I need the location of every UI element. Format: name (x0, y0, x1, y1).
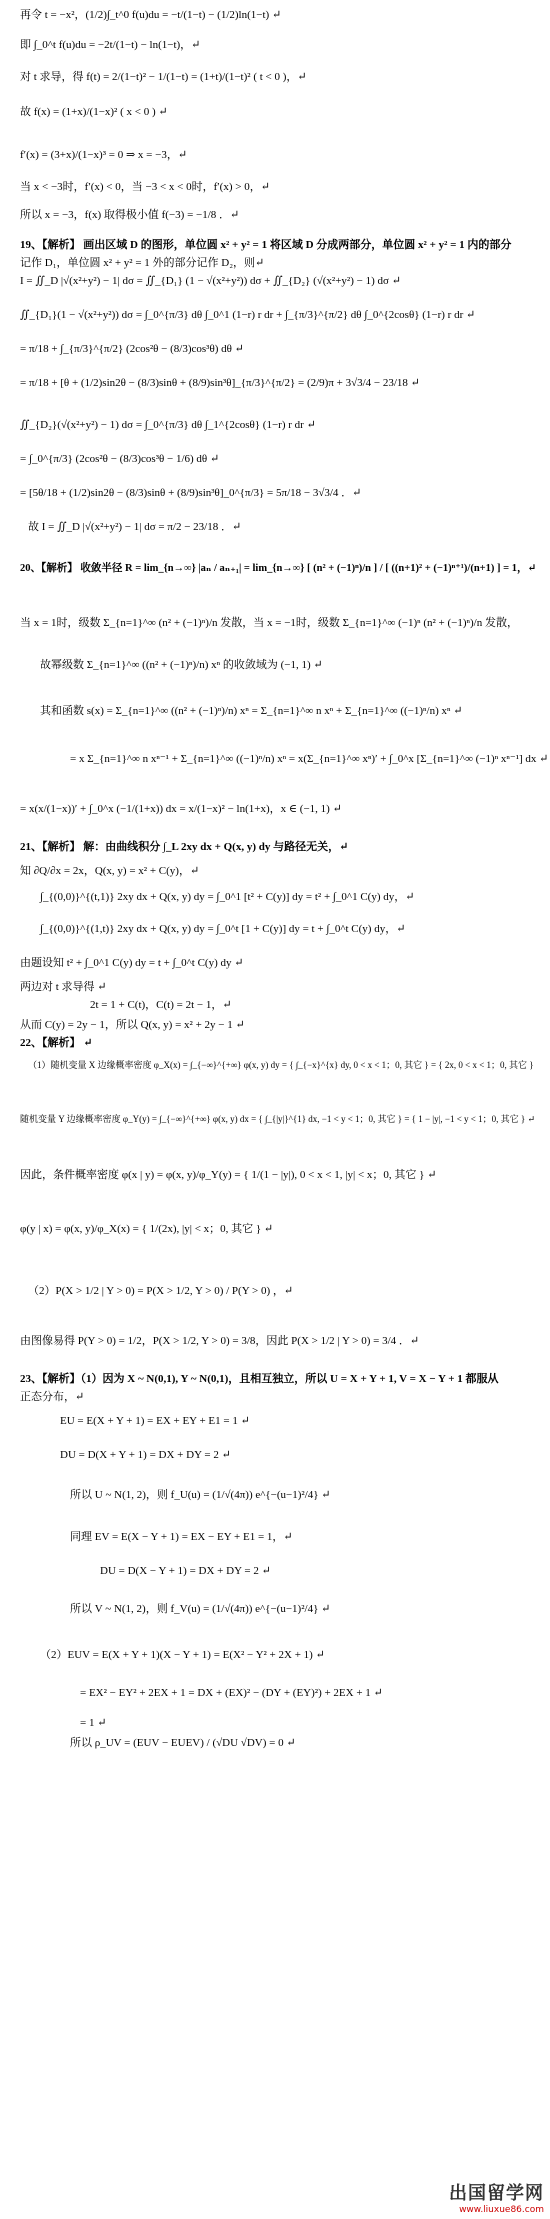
solution-line: （2）EUV = E(X + Y + 1)(X − Y + 1) = E(X² − Y² + 2X + 1) ↵ (40, 1649, 325, 1661)
solution-line: EU = E(X + Y + 1) = EX + EY + E1 = 1 ↵ (60, 1415, 250, 1427)
solution-line: = 1 ↵ (80, 1717, 107, 1729)
solution-line: 再令 t = −x²，(1/2)∫_t^0 f(u)du = −t/(1−t) − (1/2)ln(1−t) ↵ (20, 9, 282, 21)
solution-line: 由图像易得 P(Y > 0) = 1/2，P(X > 1/2, Y > 0) = 3/8，因此 P(X > 1/2 | Y > 0) = 3/4 ．↵ (20, 1335, 420, 1347)
solution-line: DU = D(X + Y + 1) = DX + DY = 2 ↵ (60, 1449, 231, 1461)
solution-line: ∬_{D₁}(1 − √(x²+y²)) dσ = ∫_0^{π/3} dθ ∫_0^1 (1−r) r dr + ∫_{π/3}^{π/2} dθ ∫_0^{2cosθ} (1−r) r dr ↵ (20, 309, 476, 321)
solution-line: 故 I = ∬_D |√(x²+y²) − 1| dσ = π/2 − 23/18 ．↵ (28, 521, 242, 533)
solution-line: 知 ∂Q/∂x = 2x，Q(x, y) = x² + C(y)，↵ (20, 865, 200, 877)
solution-line: = ∫_0^{π/3} (2cos²θ − (8/3)cos³θ − 1/6) dθ ↵ (20, 453, 220, 465)
solution-line: 21、【解析】 解：由曲线积分 ∫_L 2xy dx + Q(x, y) dy 与路径无关，↵ (20, 841, 349, 853)
solution-line: 所以 x = −3，f(x) 取得极小值 f(−3) = −1/8 ．↵ (20, 209, 240, 221)
solution-line: = EX² − EY² + 2EX + 1 = DX + (EX)² − (DY + (EY)²) + 2EX + 1 ↵ (80, 1687, 383, 1699)
solution-line: 记作 D₁，单位圆 x² + y² = 1 外的部分记作 D₂，则↵ (20, 257, 265, 269)
solution-line: 即 ∫_0^t f(u)du = −2t/(1−t) − ln(1−t)，↵ (20, 39, 201, 51)
solution-line: = x Σ_{n=1}^∞ n xⁿ⁻¹ + Σ_{n=1}^∞ ((−1)ⁿ/n) xⁿ = x(Σ_{n=1}^∞ xⁿ)′ + ∫_0^x [Σ_{n=1}^∞ (−1)ⁿ xⁿ⁻¹] dx ↵ (70, 753, 549, 765)
solution-line: = π/18 + [θ + (1/2)sin2θ − (8/3)sinθ + (8/9)sin³θ]_{π/3}^{π/2} = (2/9)π + 3√3/4 − 23/18 ↵ (20, 377, 420, 389)
solution-line: DU = D(X − Y + 1) = DX + DY = 2 ↵ (100, 1565, 271, 1577)
watermark-url: www.liuxue86.com (459, 2205, 544, 2215)
solution-line: 当 x < −3时，f′(x) < 0，当 −3 < x < 0时，f′(x) > 0，↵ (20, 181, 270, 193)
solution-line: ∫_{(0,0)}^{(t,1)} 2xy dx + Q(x, y) dy = ∫_0^1 [t² + C(y)] dy = t² + ∫_0^1 C(y) dy，↵ (40, 891, 415, 903)
solution-line: 当 x = 1时，级数 Σ_{n=1}^∞ (n² + (−1)ⁿ)/n 发散，当 x = −1时，级数 Σ_{n=1}^∞ (−1)ⁿ (n² + (−1)ⁿ)/n 发散， (20, 617, 518, 629)
solution-line: 所以 ρ_UV = (EUV − EUEV) / (√DU √DV) = 0 ↵ (70, 1737, 296, 1749)
solution-line: 两边对 t 求导得 ↵ (20, 981, 107, 993)
solution-line: （2）P(X > 1/2 | Y > 0) = P(X > 1/2, Y > 0) / P(Y > 0) ，↵ (28, 1285, 294, 1297)
solution-line: I = ∬_D |√(x²+y²) − 1| dσ = ∬_{D₁} (1 − √(x²+y²)) dσ + ∬_{D₂} (√(x²+y²) − 1) dσ ↵ (20, 275, 401, 287)
solution-line: 对 t 求导，得 f(t) = 2/(1−t)² − 1/(1−t) = (1+t)/(1−t)² ( t < 0 )，↵ (20, 71, 307, 83)
solution-line: φ(y | x) = φ(x, y)/φ_X(x) = { 1/(2x), |y| < x；0, 其它 } ↵ (20, 1223, 274, 1235)
solution-line: = π/18 + ∫_{π/3}^{π/2} (2cos²θ − (8/3)cos³θ) dθ ↵ (20, 343, 244, 355)
solution-line: 22、【解析】 ↵ (20, 1037, 93, 1049)
solution-line: 所以 V ~ N(1, 2)，则 f_V(u) = (1/√(4π)) e^{−(u−1)²/4} ↵ (70, 1603, 331, 1615)
solution-line: = x(x/(1−x))′ + ∫_0^x (−1/(1+x)) dx = x/(1−x)² − ln(1+x)，x ∈ (−1, 1) ↵ (20, 803, 342, 815)
solution-line: = [5θ/18 + (1/2)sin2θ − (8/3)sinθ + (8/9)sin³θ]_0^{π/3} = 5π/18 − 3√3/4 ．↵ (20, 487, 362, 499)
solution-line: 因此，条件概率密度 φ(x | y) = φ(x, y)/φ_Y(y) = { 1/(1 − |y|), 0 < x < 1, |y| < x；0, 其它 } ↵ (20, 1169, 437, 1181)
solution-line: f′(x) = (3+x)/(1−x)³ = 0 ⇒ x = −3，↵ (20, 149, 188, 161)
solution-line: 同理 EV = E(X − Y + 1) = EX − EY + E1 = 1，↵ (70, 1531, 293, 1543)
watermark (449, 2179, 544, 2215)
solution-line: 23、【解析】（1）因为 X ~ N(0,1), Y ~ N(0,1)，且相互独立，所以 U = X + Y + 1, V = X − Y + 1 都服从 (20, 1373, 499, 1385)
solution-line: 其和函数 s(x) = Σ_{n=1}^∞ ((n² + (−1)ⁿ)/n) xⁿ = Σ_{n=1}^∞ n xⁿ + Σ_{n=1}^∞ ((−1)ⁿ/n) xⁿ ↵ (40, 705, 463, 717)
solution-line: ∫_{(0,0)}^{(1,t)} 2xy dx + Q(x, y) dy = ∫_0^t [1 + C(y)] dy = t + ∫_0^t C(y) dy，↵ (40, 923, 406, 935)
solution-line: 故幂级数 Σ_{n=1}^∞ ((n² + (−1)ⁿ)/n) xⁿ 的收敛域为 (−1, 1) ↵ (40, 659, 323, 671)
solution-line: 正态分布，↵ (20, 1391, 85, 1403)
solution-line: 由题设知 t² + ∫_0^1 C(y) dy = t + ∫_0^t C(y) dy ↵ (20, 957, 244, 969)
solution-line: 所以 U ~ N(1, 2)，则 f_U(u) = (1/√(4π)) e^{−(u−1)²/4} ↵ (70, 1489, 331, 1501)
solution-line: 2t = 1 + C(t)，C(t) = 2t − 1，↵ (90, 999, 232, 1011)
watermark-text: 出国留学网 (449, 2183, 544, 2204)
solution-line: ∬_{D₂}(√(x²+y²) − 1) dσ = ∫_0^{π/3} dθ ∫_1^{2cosθ} (1−r) r dr ↵ (20, 419, 316, 431)
solution-line: 随机变量 Y 边缘概率密度 φ_Y(y) = ∫_{−∞}^{+∞} φ(x, y) dx = { ∫_{|y|}^{1} dx, −1 < y < 1；0, 其它 } = { 1 − |y|, −1 < y < 1；0, 其它 } ↵ (20, 1114, 535, 1124)
solution-line: 故 f(x) = (1+x)/(1−x)² ( x < 0 ) ↵ (20, 106, 168, 118)
solution-line: 19、【解析】 画出区域 D 的图形，单位圆 x² + y² = 1 将区域 D 分成两部分，单位圆 x² + y² = 1 内的部分 (20, 239, 512, 251)
solution-line: （1）随机变量 X 边缘概率密度 φ_X(x) = ∫_{−∞}^{+∞} φ(x, y) dy = { ∫_{−x}^{x} dy, 0 < x < 1；0, 其它 } = { 2x, 0 < x < 1；0, 其它 } (28, 1060, 534, 1070)
solution-line: 从而 C(y) = 2y − 1，所以 Q(x, y) = x² + 2y − 1 ↵ (20, 1019, 245, 1031)
solution-line: 20、【解析】 收敛半径 R = lim_{n→∞} |aₙ / aₙ₊₁| = lim_{n→∞} [ (n² + (−1)ⁿ)/n ] / [ ((n+1)² + (−1)ⁿ⁺¹)/(n+1) ] = 1，↵ (20, 563, 537, 574)
